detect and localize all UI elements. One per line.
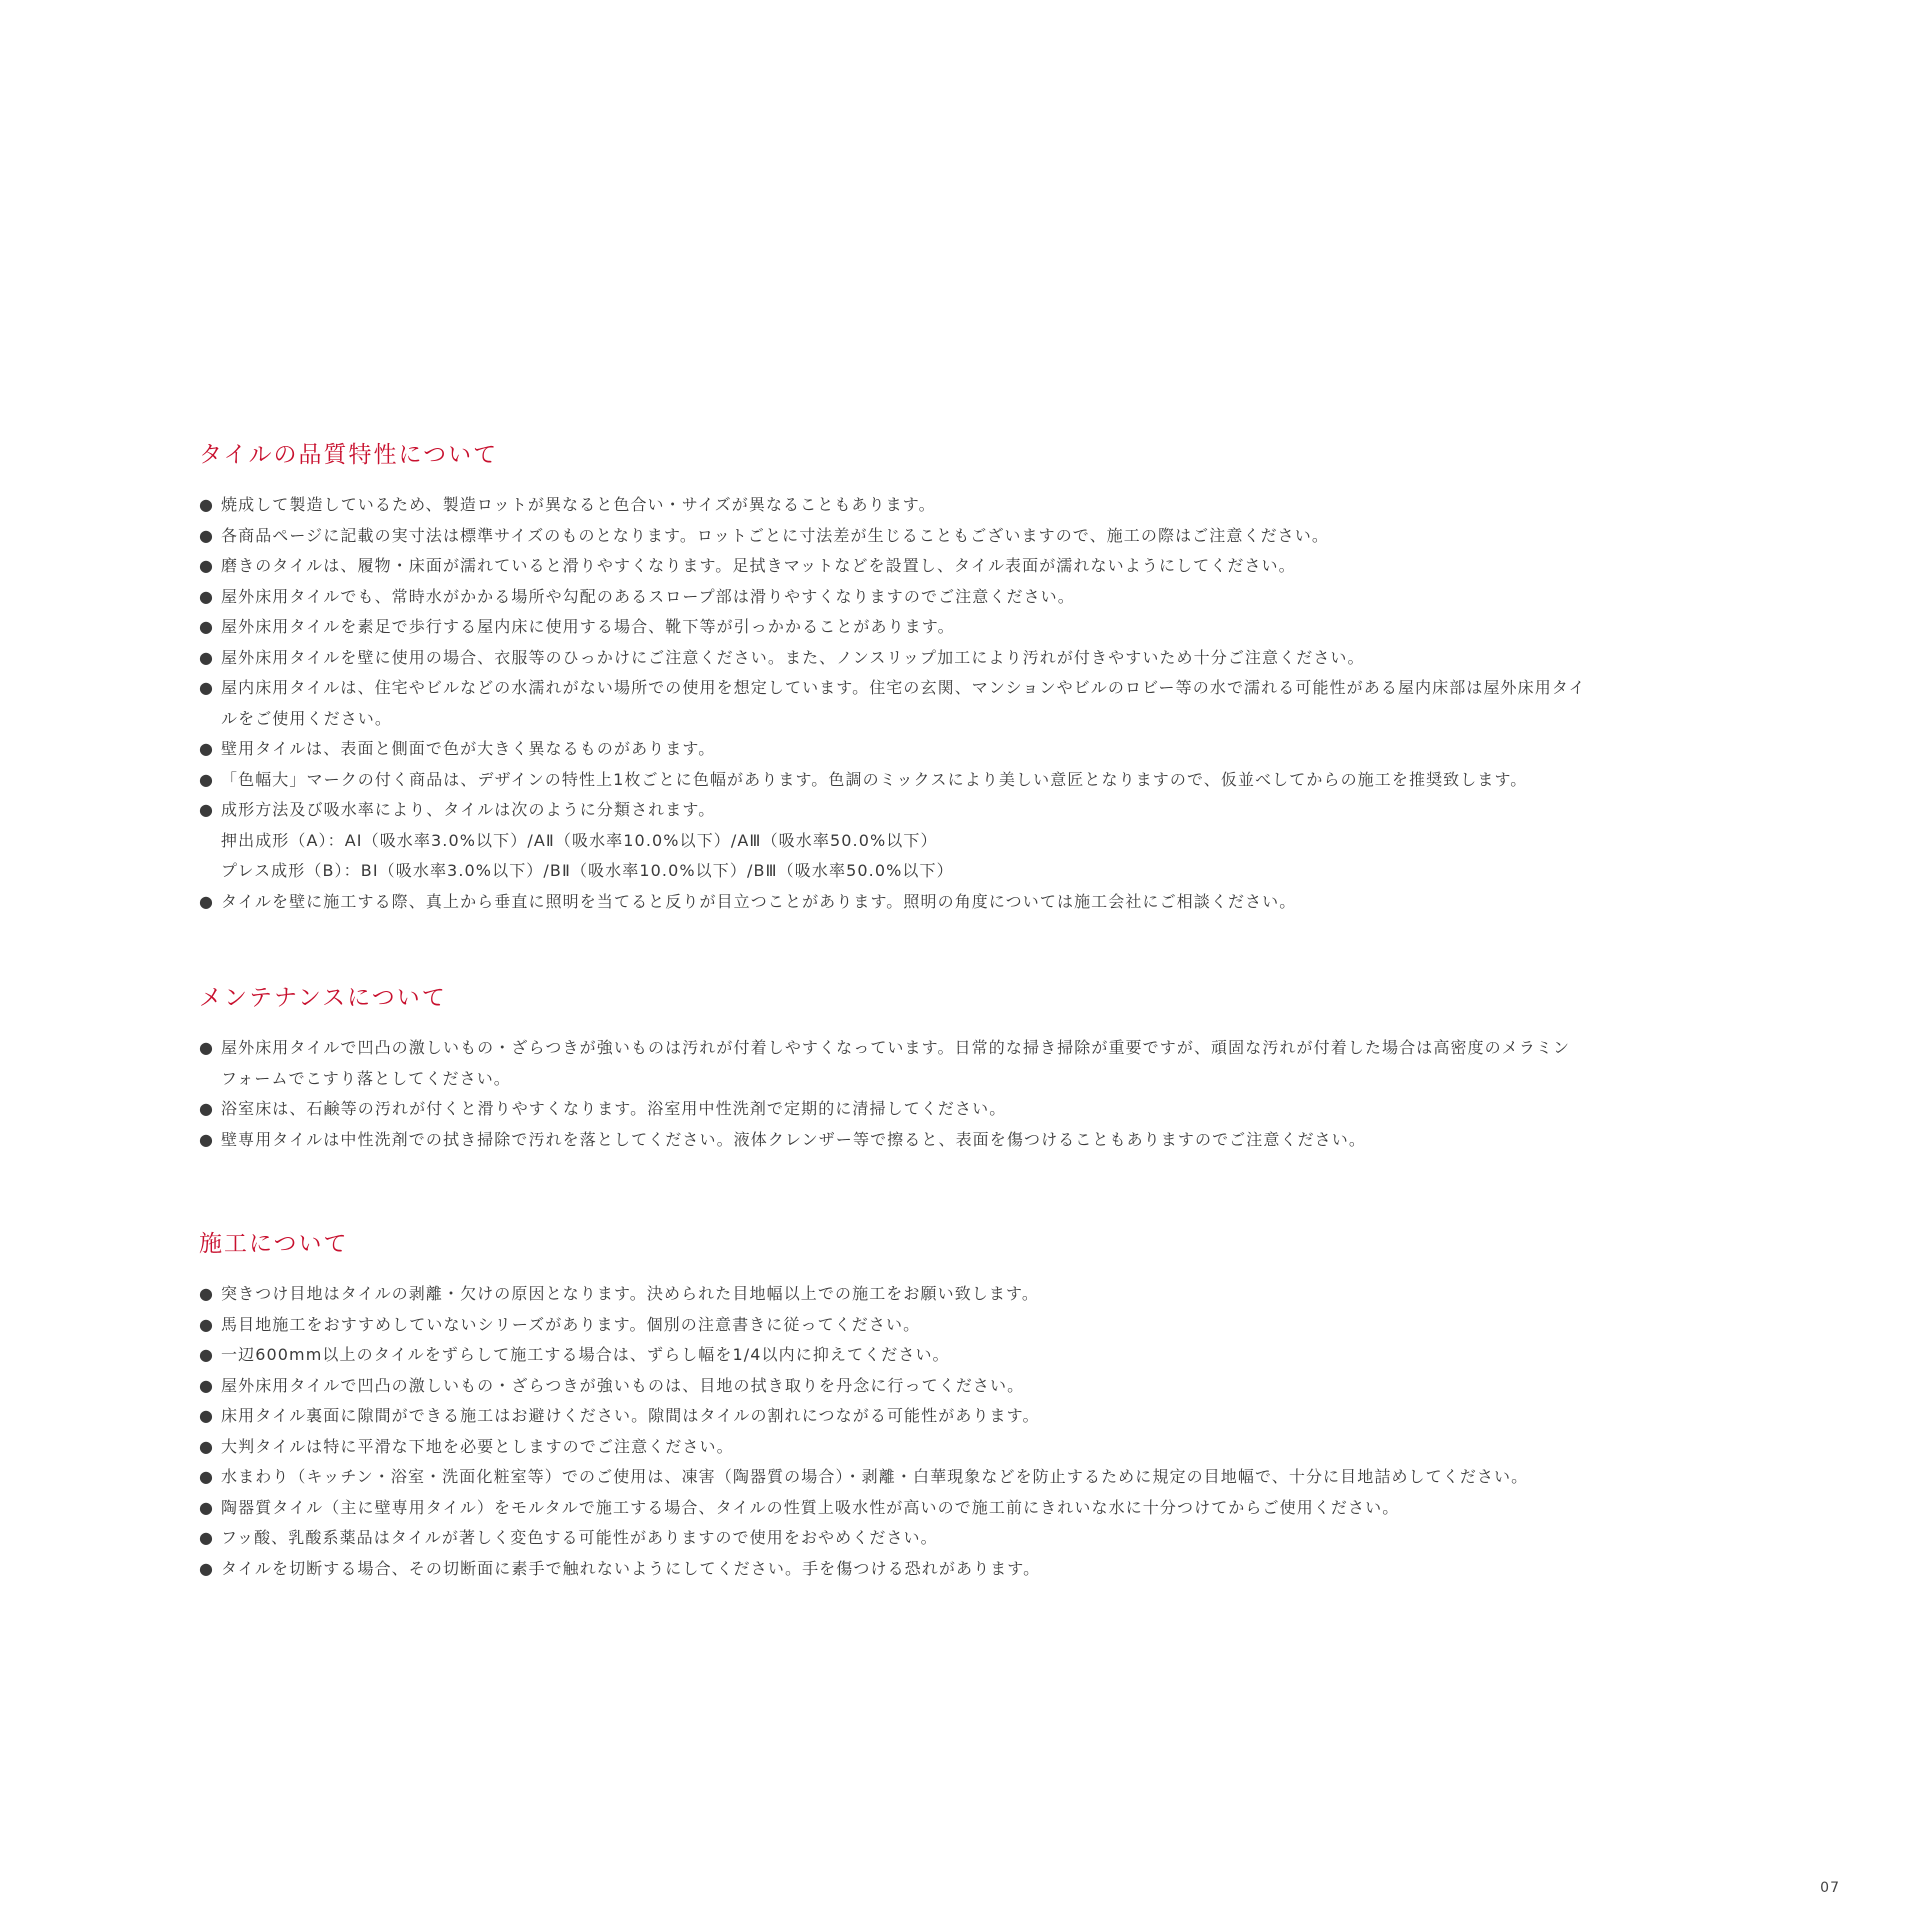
document-body <box>199 438 1779 1584</box>
list-item: ● 各商品ページに記載の実寸法は標準サイズのものとなります。ロットごとに寸法差が生じることもございますので、施工の際はご注意ください。 <box>199 521 1779 552</box>
maintenance-list <box>199 1033 1779 1155</box>
list-item: ● 屋外床用タイルで凹凸の激しいもの・ざらつきが強いものは、目地の拭き取りを丹念に行ってください。 <box>199 1371 1779 1402</box>
section-title: メンテナンスについて <box>199 985 447 1011</box>
list-item: ● 水まわり（キッチン・浴室・洗面化粧室等）でのご使用は、凍害（陶器質の場合）・剥離・白華現象などを防止するために規定の目地幅で、十分に目地詰めしてください。 <box>199 1462 1779 1493</box>
list-item: ● 磨きのタイルは、履物・床面が濡れていると滑りやすくなります。足拭きマットなどを設置し、タイル表面が濡れないようにしてください。 <box>199 551 1779 582</box>
list-item: ● 浴室床は、石鹸等の汚れが付くと滑りやすくなります。浴室用中性洗剤で定期的に清掃してください。 <box>199 1094 1779 1125</box>
classification-press: プレス成形（B）：BⅠ（吸水率3.0%以下）/BⅡ（吸水率10.0%以下）/BⅢ（吸水率50.0%以下） <box>221 861 954 880</box>
page-number: 07 <box>1820 1880 1840 1896</box>
list-item: ● 陶器質タイル（主に壁専用タイル）をモルタルで施工する場合、タイルの性質上吸水性が高いので施工前にきれいな水に十分つけてからご使用ください。 <box>199 1493 1779 1524</box>
list-item: ● 床用タイル裏面に隙間ができる施工はお避けください。隙間はタイルの割れにつながる可能性があります。 <box>199 1401 1779 1432</box>
section-title: 施工について <box>199 1231 349 1257</box>
list-item: ● タイルを切断する場合、その切断面に素手で触れないようにしてください。手を傷つける恐れがあります。 <box>199 1554 1779 1585</box>
list-item: ● フッ酸、乳酸系薬品はタイルが著しく変色する可能性がありますので使用をおやめください。 <box>199 1523 1779 1554</box>
list-item: ● 屋外床用タイルで凹凸の激しいもの・ざらつきが強いものは汚れが付着しやすくなっています。日常的な掃き掃除が重要ですが、頑固な汚れが付着した場合は高密度のメラミン フォームでこすり落としてください。 <box>199 1033 1779 1094</box>
list-item: ● タイルを壁に施工する際、真上から垂直に照明を当てると反りが目立つことがあります。照明の角度については施工会社にご相談ください。 <box>199 887 1779 918</box>
list-item: ● 屋内床用タイルは、住宅やビルなどの水濡れがない場所での使用を想定しています。住宅の玄関、マンションやビルのロビー等の水で濡れる可能性がある屋内床部は屋外床用タイ ルをご使用ください。 <box>199 673 1779 734</box>
section-quality <box>199 438 1779 917</box>
list-item: ● 焼成して製造しているため、製造ロットが異なると色合い・サイズが異なることもあります。 <box>199 490 1779 521</box>
list-item: ● 壁用タイルは、表面と側面で色が大きく異なるものがあります。 <box>199 734 1779 765</box>
section-construction <box>199 1227 1779 1584</box>
list-item: ● 成形方法及び吸水率により、タイルは次のように分類されます。 押出成形（A）：AⅠ（吸水率3.0%以下）/AⅡ（吸水率10.0%以下）/AⅢ（吸水率50.0%以下） プレス成形（B）：BⅠ（吸水率3.0%以下）/BⅡ（吸水率10.0%以下）/BⅢ（吸水率50.0%以下） <box>199 795 1779 887</box>
list-item: ● 屋外床用タイルを素足で歩行する屋内床に使用する場合、靴下等が引っかかることがあります。 <box>199 612 1779 643</box>
section-maintenance <box>199 981 1779 1155</box>
list-item: ● 屋外床用タイルを壁に使用の場合、衣服等のひっかけにご注意ください。また、ノンスリップ加工により汚れが付きやすいため十分ご注意ください。 <box>199 643 1779 674</box>
list-item: ● 突きつけ目地はタイルの剥離・欠けの原因となります。決められた目地幅以上での施工をお願い致します。 <box>199 1279 1779 1310</box>
list-item: ● 「色幅大」マークの付く商品は、デザインの特性上1枚ごとに色幅があります。色調のミックスにより美しい意匠となりますので、仮並べしてからの施工を推奨致します。 <box>199 765 1779 796</box>
list-item: ● 一辺600mm以上のタイルをずらして施工する場合は、ずらし幅を1/4以内に抑えてください。 <box>199 1340 1779 1371</box>
construction-list <box>199 1279 1779 1584</box>
list-item: ● 大判タイルは特に平滑な下地を必要としますのでご注意ください。 <box>199 1432 1779 1463</box>
quality-list <box>199 490 1779 917</box>
list-item: ● 屋外床用タイルでも、常時水がかかる場所や勾配のあるスロープ部は滑りやすくなりますのでご注意ください。 <box>199 582 1779 613</box>
classification-extrusion: 押出成形（A）：AⅠ（吸水率3.0%以下）/AⅡ（吸水率10.0%以下）/AⅢ（吸水率50.0%以下） <box>221 830 938 850</box>
list-item: ● 壁専用タイルは中性洗剤での拭き掃除で汚れを落としてください。液体クレンザー等で擦ると、表面を傷つけることもありますのでご注意ください。 <box>199 1125 1779 1156</box>
list-item: ● 馬目地施工をおすすめしていないシリーズがあります。個別の注意書きに従ってください。 <box>199 1310 1779 1341</box>
section-title: タイルの品質特性について <box>199 442 499 468</box>
